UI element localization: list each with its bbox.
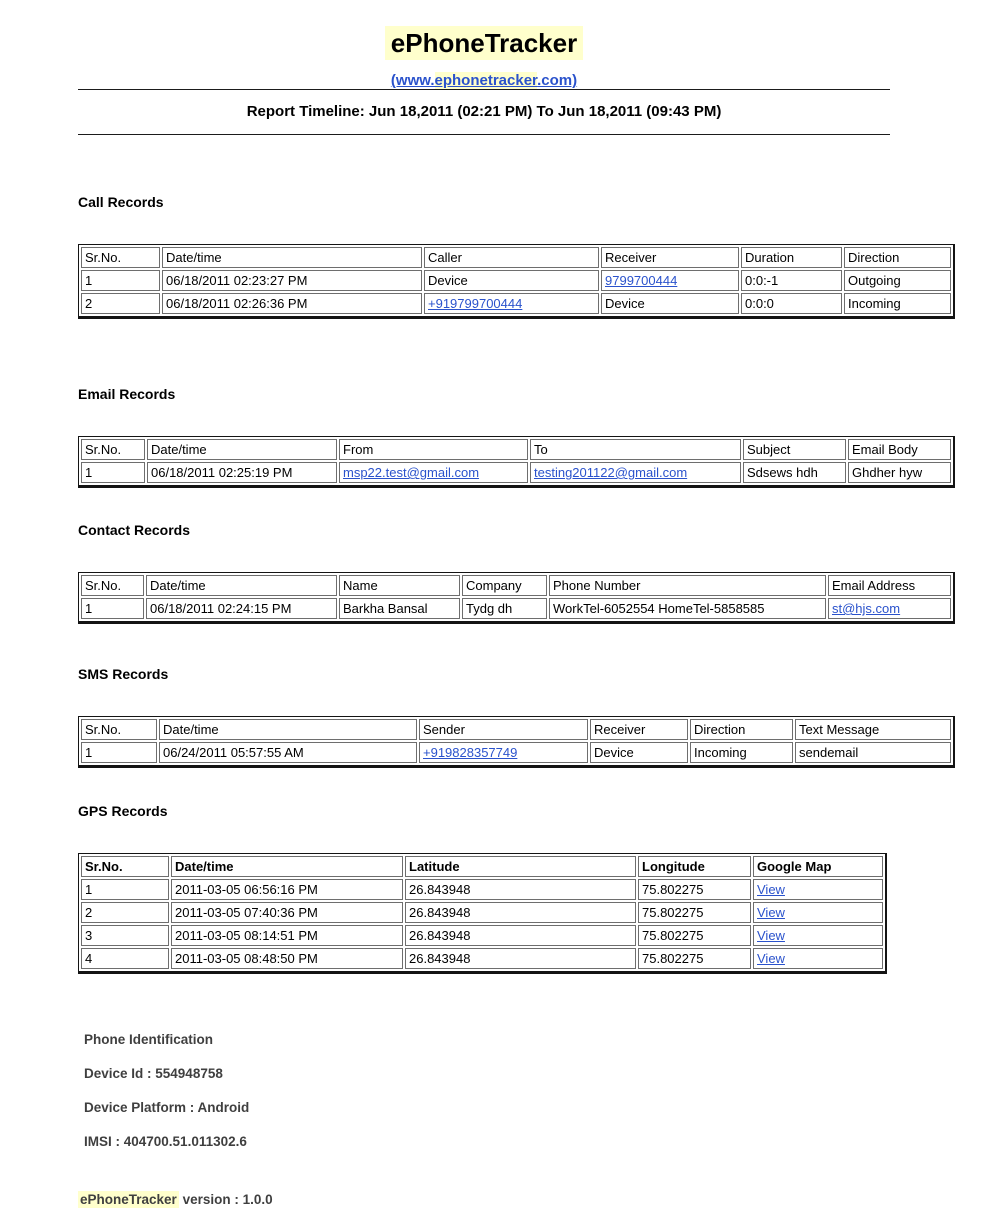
table-row <box>81 879 883 900</box>
table-cell: Ghdher hyw <box>848 462 951 483</box>
site-link-prefix: (www. <box>390 72 435 89</box>
table-cell <box>753 879 883 900</box>
table-cell: 26.843948 <box>405 902 636 923</box>
divider-bottom <box>78 134 890 135</box>
column-header: Name <box>339 575 460 596</box>
column-header: Sender <box>419 719 588 740</box>
column-header: Sr.No. <box>81 247 160 268</box>
report-header <box>78 27 890 59</box>
column-header: Caller <box>424 247 599 268</box>
table-row <box>81 598 951 619</box>
column-header: Subject <box>743 439 846 460</box>
table-cell: WorkTel-6052554 HomeTel-5858585 <box>549 598 826 619</box>
table-cell: 1 <box>81 742 157 763</box>
table-cell: 75.802275 <box>638 948 751 969</box>
imsi-line: IMSI : 404700.51.011302.6 <box>84 1134 247 1149</box>
table-cell: 2 <box>81 293 160 314</box>
email-records-section <box>78 386 923 488</box>
table-cell: 06/24/2011 05:57:55 AM <box>159 742 417 763</box>
app-version-brand: ePhoneTracker <box>80 1192 177 1207</box>
cell-link[interactable]: st@hjs.com <box>832 601 901 616</box>
cell-link[interactable]: View <box>757 951 785 966</box>
table-cell: Device <box>590 742 688 763</box>
table-cell: 2011-03-05 08:48:50 PM <box>171 948 403 969</box>
table-row <box>81 270 951 291</box>
table-cell: 0:0:0 <box>741 293 842 314</box>
table-cell: 06/18/2011 02:25:19 PM <box>147 462 337 483</box>
table-cell <box>339 462 528 483</box>
phone-identification-heading: Phone Identification <box>84 1032 214 1047</box>
app-version-line <box>78 1192 890 1207</box>
table-cell: 1 <box>81 462 145 483</box>
table-cell: 06/18/2011 02:23:27 PM <box>162 270 422 291</box>
email-records-table <box>78 436 955 488</box>
column-header: Direction <box>844 247 951 268</box>
table-cell: Barkha Bansal <box>339 598 460 619</box>
header-row <box>81 247 951 268</box>
column-header: Longitude <box>638 856 751 877</box>
table-cell: Incoming <box>844 293 951 314</box>
header-row <box>81 575 951 596</box>
column-header: Company <box>462 575 547 596</box>
table-cell: 26.843948 <box>405 948 636 969</box>
column-header: Phone Number <box>549 575 826 596</box>
column-header: Text Message <box>795 719 951 740</box>
phone-identification-section <box>78 1032 890 1149</box>
cell-link[interactable]: View <box>757 928 785 943</box>
table-cell: sendemail <box>795 742 951 763</box>
page-title: ePhoneTracker <box>385 26 583 60</box>
contact-records-title: Contact Records <box>78 522 191 538</box>
gps-records-table <box>78 853 887 974</box>
table-cell <box>424 293 599 314</box>
site-link-domain: ephonetracker <box>434 72 538 89</box>
table-cell: 0:0:-1 <box>741 270 842 291</box>
column-header: Date/time <box>162 247 422 268</box>
header-row <box>81 439 951 460</box>
table-cell: 26.843948 <box>405 879 636 900</box>
table-cell: 75.802275 <box>638 925 751 946</box>
gps-records-title: GPS Records <box>78 803 168 819</box>
column-header: Date/time <box>171 856 403 877</box>
gps-records-section <box>78 803 890 974</box>
cell-link[interactable]: +919799700444 <box>428 296 523 311</box>
column-header: Duration <box>741 247 842 268</box>
cell-link[interactable]: 9799700444 <box>605 273 678 288</box>
sms-records-table <box>78 716 955 768</box>
table-cell <box>753 902 883 923</box>
sms-records-title: SMS Records <box>78 666 169 682</box>
contact-records-section <box>78 522 916 624</box>
cell-link[interactable]: +919828357749 <box>423 745 518 760</box>
table-cell: 2011-03-05 07:40:36 PM <box>171 902 403 923</box>
cell-link[interactable]: testing201122@gmail.com <box>534 465 688 480</box>
contact-records-table <box>78 572 955 624</box>
header-row <box>81 719 951 740</box>
table-cell: 4 <box>81 948 169 969</box>
sms-records-section <box>78 666 890 768</box>
column-header: Sr.No. <box>81 575 144 596</box>
table-cell: 2011-03-05 08:14:51 PM <box>171 925 403 946</box>
column-header: Date/time <box>159 719 417 740</box>
email-records-title: Email Records <box>78 386 176 402</box>
site-link-row <box>78 72 890 89</box>
device-id-line: Device Id : 554948758 <box>84 1066 223 1081</box>
column-header: Sr.No. <box>81 719 157 740</box>
table-row <box>81 742 951 763</box>
device-platform-line: Device Platform : Android <box>84 1100 250 1115</box>
table-cell: Device <box>424 270 599 291</box>
table-cell: 1 <box>81 270 160 291</box>
table-cell <box>601 270 739 291</box>
column-header: Sr.No. <box>81 439 145 460</box>
column-header: Receiver <box>590 719 688 740</box>
report-timeline: Report Timeline: Jun 18,2011 (02:21 PM) To Jun 18,2011 (09:43 PM) <box>246 103 722 120</box>
table-cell: 3 <box>81 925 169 946</box>
table-cell: Sdsews hdh <box>743 462 846 483</box>
column-header: Google Map <box>753 856 883 877</box>
table-cell: 26.843948 <box>405 925 636 946</box>
table-cell: 75.802275 <box>638 902 751 923</box>
call-records-section <box>78 194 901 319</box>
table-cell: Outgoing <box>844 270 951 291</box>
table-cell: 1 <box>81 879 169 900</box>
table-cell <box>753 948 883 969</box>
column-header: Receiver <box>601 247 739 268</box>
column-header: Email Address <box>828 575 951 596</box>
table-cell <box>530 462 741 483</box>
column-header: Sr.No. <box>81 856 169 877</box>
table-cell: 06/18/2011 02:26:36 PM <box>162 293 422 314</box>
table-cell: 75.802275 <box>638 879 751 900</box>
cell-link[interactable]: View <box>757 905 785 920</box>
cell-link[interactable]: View <box>757 882 785 897</box>
divider-top <box>78 89 890 90</box>
cell-link[interactable]: msp22.test@gmail.com <box>343 465 480 480</box>
site-link[interactable] <box>391 72 577 89</box>
column-header: Direction <box>690 719 793 740</box>
table-cell <box>828 598 951 619</box>
table-cell: 2 <box>81 902 169 923</box>
table-cell: 1 <box>81 598 144 619</box>
site-link-suffix: .com) <box>537 72 578 89</box>
table-row <box>81 902 883 923</box>
table-cell: 2011-03-05 06:56:16 PM <box>171 879 403 900</box>
column-header: Latitude <box>405 856 636 877</box>
table-row <box>81 925 883 946</box>
table-cell <box>419 742 588 763</box>
table-cell: Tydg dh <box>462 598 547 619</box>
column-header: Date/time <box>146 575 337 596</box>
app-version-text: version : 1.0.0 <box>178 1192 273 1207</box>
table-row <box>81 948 883 969</box>
column-header: Email Body <box>848 439 951 460</box>
table-cell: Incoming <box>690 742 793 763</box>
call-records-table <box>78 244 955 319</box>
table-cell: 06/18/2011 02:24:15 PM <box>146 598 337 619</box>
call-records-title: Call Records <box>78 194 164 210</box>
table-cell: Device <box>601 293 739 314</box>
header-row <box>81 856 883 877</box>
table-row <box>81 462 951 483</box>
column-header: Date/time <box>147 439 337 460</box>
table-row <box>81 293 951 314</box>
table-cell <box>753 925 883 946</box>
column-header: From <box>339 439 528 460</box>
column-header: To <box>530 439 741 460</box>
